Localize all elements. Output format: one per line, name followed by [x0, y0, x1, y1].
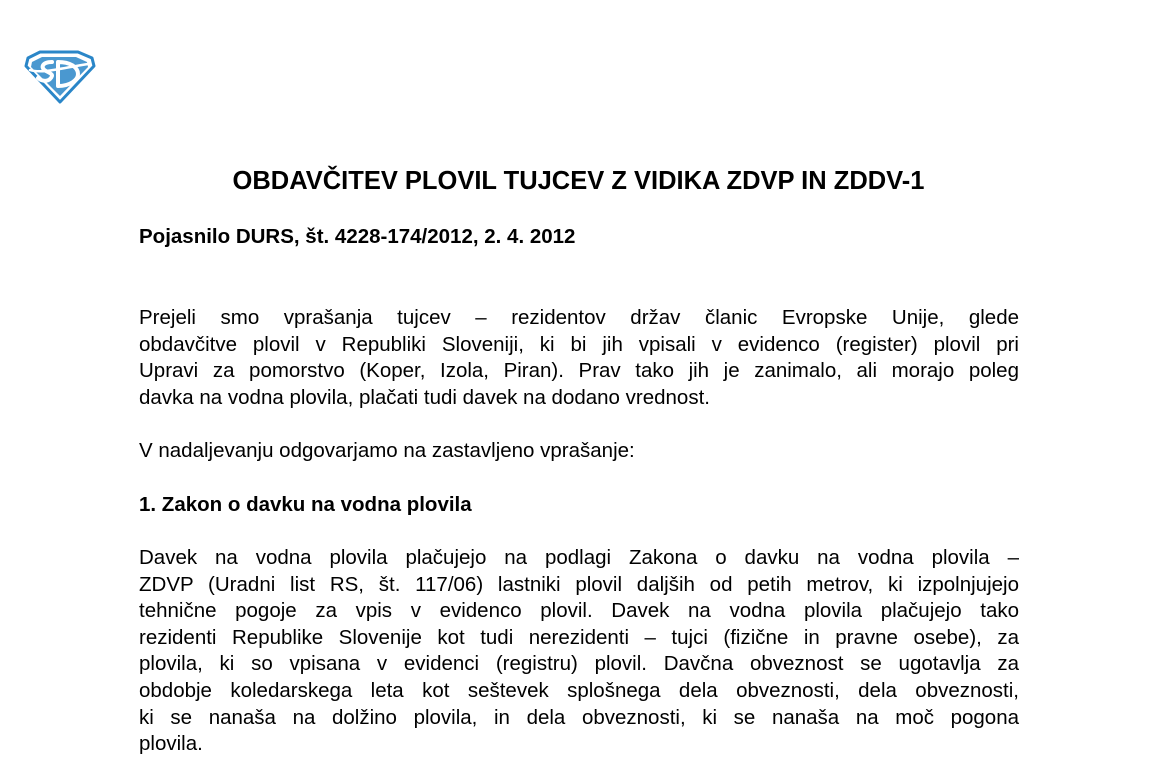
paragraph-line: plovila. [139, 732, 203, 756]
paragraph-line: tehnične pogoje za vpis v evidenco plovil. Davek na vodna plovila plačujejo tako [139, 599, 1019, 623]
paragraph-line: obdavčitve plovil v Republiki Sloveniji, ki bi jih vpisali v evidenco (register) plovil pri [139, 332, 1019, 356]
paragraph-line: Upravi za pomorstvo (Koper, Izola, Piran). Prav tako jih je zanimalo, ali morajo poleg [139, 359, 1019, 383]
document-subtitle: Pojasnilo DURS, št. 4228-174/2012, 2. 4. 2012 [139, 225, 576, 248]
paragraph-line: ZDVP (Uradni list RS, št. 117/06) lastniki plovil daljših od petih metrov, ki izpolnjujejo [139, 572, 1019, 596]
paragraph-line: Prejeli smo vprašanja tujcev – rezidentov držav članic Evropske Unije, glede [139, 306, 1019, 329]
section-heading: 1. Zakon o davku na vodna plovila [139, 493, 472, 516]
paragraph-line: obdobje koledarskega leta kot seštevek splošnega dela obveznosti, dela obveznosti, [139, 678, 1019, 702]
document-title: OBDAVČITEV PLOVIL TUJCEV Z VIDIKA ZDVP IN ZDDV-1 [232, 167, 925, 195]
paragraph-line: rezidenti Republike Slovenije kot tudi nerezidenti – tujci (fizične in pravne osebe), za [139, 625, 1019, 649]
paragraph-line: V nadaljevanju odgovarjamo na zastavljeno vprašanje: [139, 439, 635, 462]
sd-logo-icon [22, 48, 96, 104]
paragraph-section1 [139, 545, 1019, 758]
paragraph-intro [139, 305, 1019, 411]
paragraph-line: plovila, ki so vpisana v evidenci (registru) plovil. Davčna obveznost se ugotavlja za [139, 652, 1019, 676]
paragraph-line: davka na vodna plovila, plačati tudi davek na dodano vrednost. [139, 385, 710, 409]
paragraph-line: ki se nanaša na dolžino plovila, in dela obveznosti, ki se nanaša na moč pogona [139, 705, 1019, 729]
paragraph-question [139, 438, 1019, 465]
paragraph-line: Davek na vodna plovila plačujejo na podlagi Zakona o davku na vodna plovila – [139, 546, 1019, 569]
